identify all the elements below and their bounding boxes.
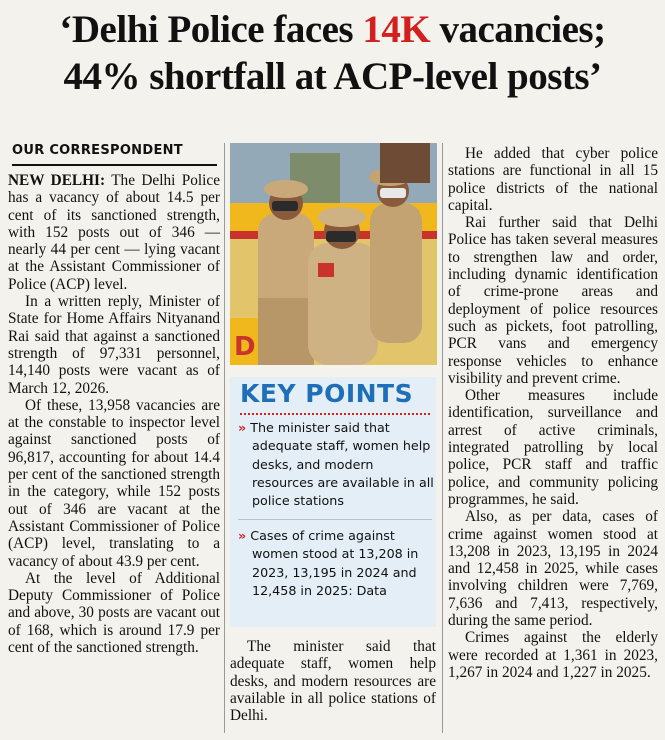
paragraph: Of these, 13,958 vacancies are at the constable to inspector level against sanctioned posts of 96,817, accounting for about 14.4 per cent of the sanctioned strength in the category, while 152 posts out of 346 are vacant at the Assistant Commissioner of Police (ACP) level, translating to a vacancy of about 43.9 per cent. [8, 396, 220, 570]
headline [0, 6, 665, 100]
paragraph: In a written reply, Minister of State for Home Affairs Nityanand Rai said that against a sanctioned strength of 97,331 personnel, 14,140 posts were vacant as of March 12, 2026. [8, 293, 220, 397]
headline-line-1: ‘Delhi Police faces 14K vacancies; [59, 8, 606, 51]
column-divider [442, 143, 443, 733]
article-column-3 [448, 145, 658, 681]
key-points-title: KEY POINTS [240, 379, 414, 408]
paragraph: The minister said that adequate staff, women help desks, and modern resources are available in all police stations of Delhi. [230, 638, 436, 725]
chevron-right-icon: » [238, 420, 247, 435]
key-point: » The minister said that adequate staff, women help desks, and modern resources are available in all police stations [238, 420, 434, 509]
dotted-rule [240, 413, 430, 415]
paragraph: He added that cyber police stations are functional in all 15 police districts of the national capital. [448, 145, 658, 214]
headline-highlight: 14K [362, 8, 431, 51]
paragraph: At the level of Additional Deputy Commissioner of Police and above, 30 posts are vacant out of 168, which is around 17.9 per cent of the sanctioned strength. [8, 569, 220, 657]
key-points-box [230, 377, 436, 627]
lead-paragraph: NEW DELHI: The Delhi Police has a vacancy of about 14.5 per cent of its sanctioned strength, with 152 posts out of 346 — nearly 44 per cent — lying vacant at the Assistant Commissioner of Police (ACP) level. [8, 172, 220, 293]
paragraph: Other measures include identification, surveillance and arrest of active criminals, integrated patrolling by local police, PCR staff and traffic police, and community policing programmes, he said. [448, 387, 658, 508]
column-divider [224, 143, 225, 733]
paragraph: Crimes against the elderly were recorded at 1,361 in 2023, 1,267 in 2024 and 1,227 in 2025. [448, 629, 658, 681]
article-column-2 [230, 638, 436, 724]
headline-line-2: 44% shortfall at ACP-level posts’ [63, 55, 602, 98]
paragraph: Rai further said that Delhi Police has taken several measures to strengthen law and order, including dynamic identification of crime-prone areas and deployment of police resources such as pickets, foot patrolling, PCR vans and emergency response vehicles to enhance visibility and prevent crime. [448, 214, 658, 387]
chevron-right-icon: » [238, 528, 247, 543]
police-photo [230, 143, 437, 365]
svg-text:D: D [234, 332, 256, 362]
key-point-separator [238, 519, 432, 520]
key-point: » Cases of crime against women stood at 13,208 in 2023, 13,195 in 2024 and 12,458 in 2025: Data [238, 528, 419, 598]
dateline: NEW DELHI: [8, 172, 106, 189]
police-officers-image [230, 143, 437, 365]
article-column-1 [8, 172, 220, 656]
paragraph: Also, as per data, cases of crime against women stood at 13,208 in 2023, 13,195 in 2024 and 12,458 in 2025, while cases involving children were 7,769, 7,636 and 7,413, respectively, during the same period. [448, 508, 658, 630]
byline: OUR CORRESPONDENT [12, 143, 217, 166]
